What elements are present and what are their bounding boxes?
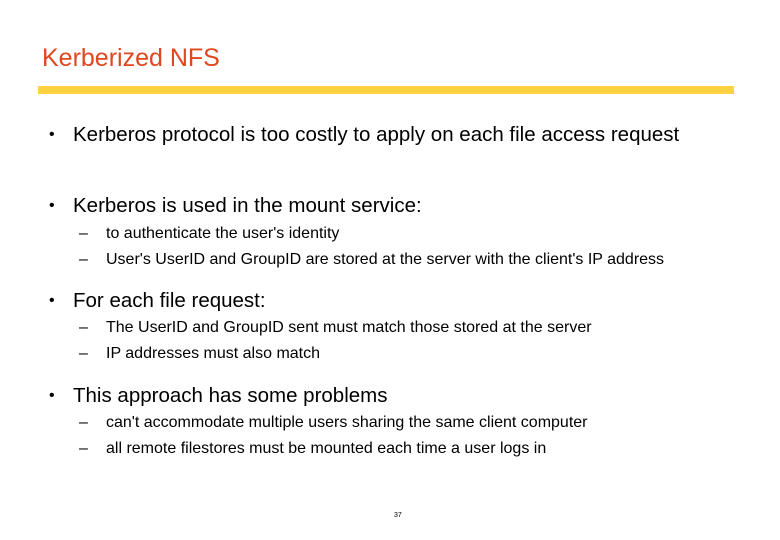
- bullet-text: This approach has some problems: [73, 384, 388, 407]
- sub-bullet-item: [79, 439, 546, 459]
- bullet-text: For each file request:: [73, 289, 266, 312]
- sub-bullet-text: User's UserID and GroupID are stored at the server with the client's IP address: [106, 251, 665, 268]
- sub-bullet-item: [79, 250, 664, 270]
- bullet-dot-icon: •: [49, 126, 55, 143]
- slide-title: Kerberized NFS: [42, 44, 220, 72]
- bullet-text: Kerberos is used in the mount service:: [73, 194, 422, 217]
- sub-bullet-text: can't accommodate multiple users sharing the same client computer: [106, 414, 588, 431]
- sub-bullet-dash-icon: –: [79, 319, 88, 336]
- sub-bullet-item: [79, 224, 339, 244]
- sub-bullet-dash-icon: –: [79, 414, 88, 431]
- bullet-item: [49, 191, 739, 220]
- sub-bullet-item: [79, 344, 320, 364]
- sub-bullet-dash-icon: –: [79, 251, 88, 268]
- sub-bullet-text: to authenticate the user's identity: [106, 225, 340, 242]
- sub-bullet-dash-icon: –: [79, 440, 88, 457]
- sub-bullet-item: [79, 413, 588, 433]
- title-underline-bar: [38, 86, 734, 94]
- bullet-item: [49, 286, 739, 315]
- bullet-item: [49, 381, 739, 410]
- bullet-dot-icon: •: [49, 292, 55, 309]
- bullet-text: Kerberos protocol is too costly to apply on each file access request: [73, 123, 680, 146]
- sub-bullet-text: IP addresses must also match: [106, 345, 321, 362]
- bullet-item: [49, 120, 739, 149]
- bullet-dot-icon: •: [49, 387, 55, 404]
- page-number: 37: [394, 512, 402, 519]
- sub-bullet-text: all remote filestores must be mounted each time a user logs in: [106, 440, 547, 457]
- sub-bullet-dash-icon: –: [79, 225, 88, 242]
- bullet-dot-icon: •: [49, 197, 55, 214]
- sub-bullet-dash-icon: –: [79, 345, 88, 362]
- sub-bullet-text: The UserID and GroupID sent must match those stored at the server: [106, 319, 592, 336]
- sub-bullet-item: [79, 318, 592, 338]
